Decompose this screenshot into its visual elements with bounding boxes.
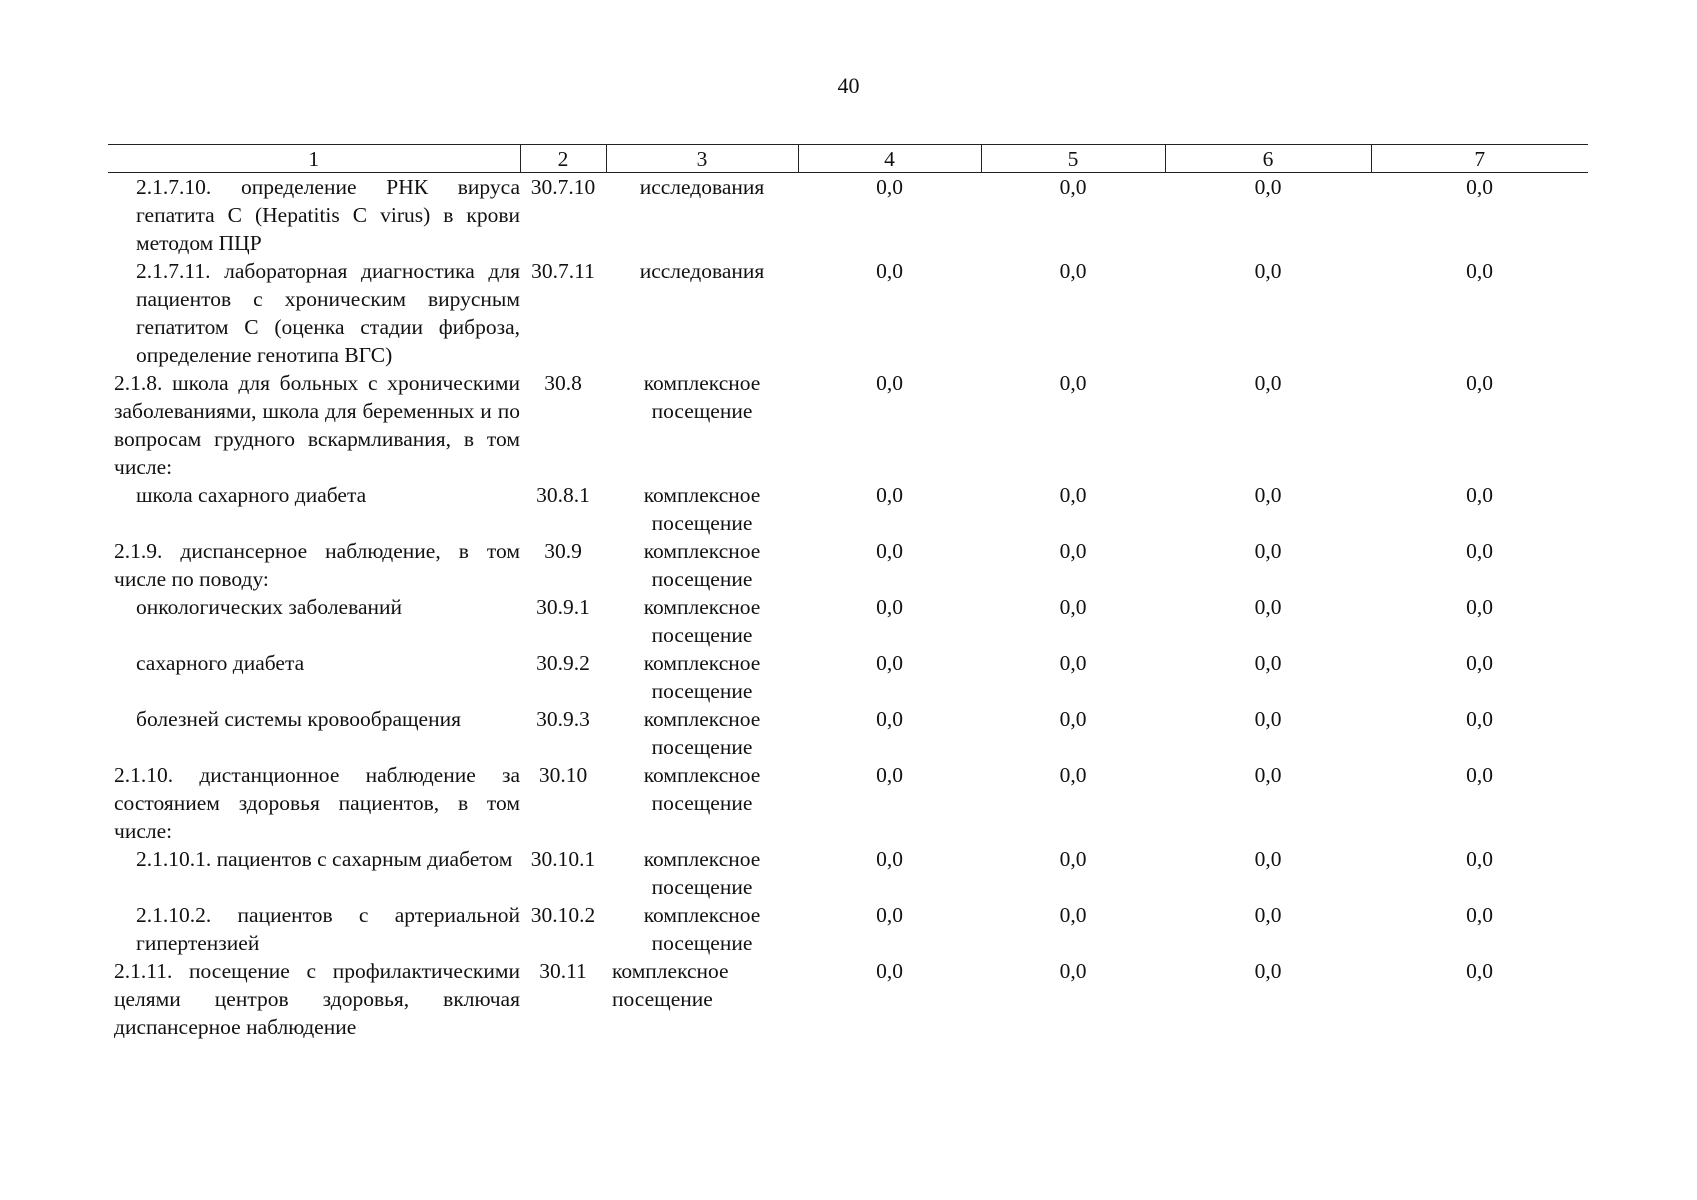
row-value-4: 0,0: [876, 259, 903, 283]
row-name: 2.1.7.11. лабораторная диагностика для пациентов с хроническим вирусным гепатитом С (оценка стадии фиброза, определение генотипа ВГС): [136, 259, 520, 367]
table-row: [108, 705, 1588, 761]
row-unit: исследования: [639, 175, 765, 199]
row-name: 2.1.10. дистанционное наблюдение за состоянием здоровья пациентов, в том числе:: [114, 763, 520, 843]
row-unit: комплексное посещение: [612, 959, 729, 1011]
table-row: [108, 845, 1588, 901]
row-unit: комплексное посещение: [643, 847, 761, 899]
row-value-7: 0,0: [1466, 903, 1493, 927]
page-number: 40: [837, 73, 860, 98]
row-value-6: 0,0: [1254, 847, 1282, 871]
table-row: [108, 957, 1588, 1041]
row-value-4: 0,0: [876, 763, 903, 787]
row-value-4: 0,0: [876, 651, 903, 675]
column-header-4: 4: [798, 145, 981, 173]
data-table: [108, 144, 1588, 1041]
table-row: [108, 649, 1588, 705]
row-code: 30.9: [544, 539, 582, 563]
row-value-4: 0,0: [876, 483, 903, 507]
row-value-7: 0,0: [1466, 959, 1493, 983]
row-code: 30.10.1: [530, 847, 596, 871]
row-value-7: 0,0: [1466, 539, 1493, 563]
row-name: онкологических заболеваний: [136, 595, 403, 619]
row-value-4: 0,0: [876, 959, 903, 983]
row-value-6: 0,0: [1254, 903, 1282, 927]
row-value-6: 0,0: [1254, 483, 1282, 507]
row-code: 30.9.1: [536, 595, 590, 619]
row-value-7: 0,0: [1466, 707, 1493, 731]
row-value-4: 0,0: [876, 707, 903, 731]
row-value-7: 0,0: [1466, 371, 1493, 395]
row-code: 30.7.10: [530, 175, 596, 199]
column-header-6: 6: [1165, 145, 1371, 173]
row-name: болезней системы кровообращения: [136, 707, 461, 731]
column-header-1: 1: [108, 145, 520, 173]
row-code: 30.8: [544, 371, 582, 395]
row-value-5: 0,0: [1059, 763, 1087, 787]
row-value-6: 0,0: [1254, 707, 1282, 731]
row-code: 30.7.11: [531, 259, 595, 283]
row-name: 2.1.8. школа для больных с хроническими заболеваниями, школа для беременных и по вопросам грудного вскармливания, в том числе:: [114, 371, 520, 479]
table-row: [108, 901, 1588, 957]
column-header-5: 5: [981, 145, 1165, 173]
row-unit: комплексное посещение: [643, 903, 761, 955]
row-value-7: 0,0: [1466, 651, 1493, 675]
row-unit: комплексное посещение: [643, 483, 761, 535]
row-value-4: 0,0: [876, 175, 903, 199]
row-name: 2.1.11. посещение с профилактическими целями центров здоровья, включая диспансерное наблюдение: [114, 959, 520, 1039]
column-header-7: 7: [1371, 145, 1588, 173]
row-unit: комплексное посещение: [643, 707, 761, 759]
row-value-5: 0,0: [1059, 651, 1087, 675]
row-value-4: 0,0: [876, 847, 903, 871]
row-unit: комплексное посещение: [643, 651, 761, 703]
row-name: 2.1.9. диспансерное наблюдение, в том числе по поводу:: [114, 539, 520, 591]
row-unit: комплексное посещение: [643, 539, 761, 591]
row-value-7: 0,0: [1466, 595, 1493, 619]
row-name: 2.1.7.10. определение РНК вируса гепатита С (Hepatitis C virus) в крови методом ПЦР: [136, 175, 520, 255]
row-value-7: 0,0: [1466, 483, 1493, 507]
row-name: сахарного диабета: [136, 651, 305, 675]
row-code: 30.10.2: [530, 903, 596, 927]
row-value-6: 0,0: [1254, 175, 1282, 199]
row-value-6: 0,0: [1254, 595, 1282, 619]
row-unit: комплексное посещение: [643, 371, 761, 423]
row-value-5: 0,0: [1059, 707, 1087, 731]
row-unit: комплексное посещение: [643, 763, 761, 815]
row-value-5: 0,0: [1059, 259, 1087, 283]
row-value-5: 0,0: [1059, 539, 1087, 563]
row-value-7: 0,0: [1466, 847, 1493, 871]
row-value-7: 0,0: [1466, 259, 1493, 283]
row-code: 30.11: [539, 959, 587, 983]
row-code: 30.9.3: [536, 707, 590, 731]
row-value-5: 0,0: [1059, 847, 1087, 871]
row-value-5: 0,0: [1059, 371, 1087, 395]
row-value-6: 0,0: [1254, 539, 1282, 563]
row-unit: комплексное посещение: [643, 595, 761, 647]
row-value-6: 0,0: [1254, 651, 1282, 675]
row-value-5: 0,0: [1059, 595, 1087, 619]
row-value-5: 0,0: [1059, 959, 1087, 983]
row-name: 2.1.10.2. пациентов с артериальной гипертензией: [136, 903, 520, 955]
table-row: [108, 537, 1588, 593]
row-value-7: 0,0: [1466, 763, 1493, 787]
table-row: [108, 761, 1588, 845]
row-value-5: 0,0: [1059, 903, 1087, 927]
table-row: [108, 369, 1588, 481]
table-row: [108, 481, 1588, 537]
row-value-6: 0,0: [1254, 763, 1282, 787]
table-row: [108, 257, 1588, 369]
row-value-4: 0,0: [876, 903, 903, 927]
column-header-3: 3: [606, 145, 798, 173]
row-value-4: 0,0: [876, 539, 903, 563]
column-number-header-row: [108, 145, 1588, 173]
column-header-2: 2: [520, 145, 606, 173]
table-row: [108, 593, 1588, 649]
row-value-5: 0,0: [1059, 483, 1087, 507]
row-value-6: 0,0: [1254, 259, 1282, 283]
row-code: 30.8.1: [536, 483, 590, 507]
row-unit: исследования: [639, 259, 765, 283]
row-value-4: 0,0: [876, 595, 903, 619]
row-value-6: 0,0: [1254, 371, 1282, 395]
row-value-6: 0,0: [1254, 959, 1282, 983]
row-value-5: 0,0: [1059, 175, 1087, 199]
row-code: 30.9.2: [536, 651, 590, 675]
row-value-4: 0,0: [876, 371, 903, 395]
row-name: школа сахарного диабета: [136, 483, 367, 507]
row-code: 30.10: [538, 763, 588, 787]
row-name: 2.1.10.1. пациентов с сахарным диабетом: [136, 847, 513, 871]
row-value-7: 0,0: [1466, 175, 1493, 199]
table-row: [108, 173, 1588, 258]
